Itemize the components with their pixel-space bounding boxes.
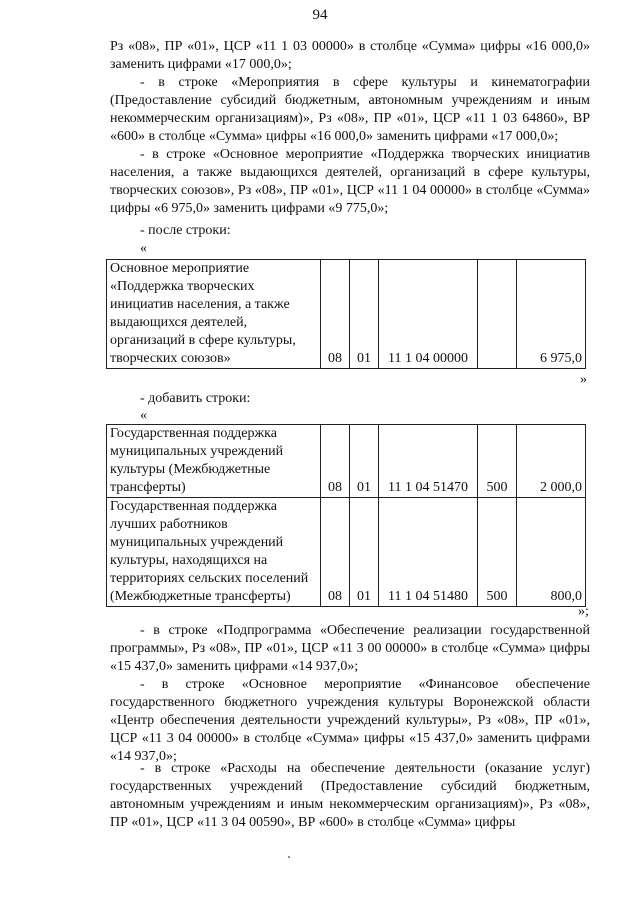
after-row-label: - после строки: [140, 223, 231, 238]
amendment-item-3 [110, 622, 590, 676]
row-pr: 01 [350, 425, 379, 498]
page-number: 94 [312, 7, 328, 23]
row-pr: 01 [350, 260, 379, 369]
amendment-text-1: - в строке «Мероприятия в сфере культуры и кинематографии (Предоставление субсидий бюджетным, автономным учреждениям и иным некоммерческим организациям)», Рз «08», ПР «01», ЦСР «11 1 03 64860», ВР «600» в столбце «Сумма» цифры «16 000,0» заменить цифрами «17 000,0»; [110, 75, 590, 144]
row-sum: 800,0 [517, 498, 586, 607]
amendment-text-5: - в строке «Расходы на обеспечение деятельности (оказание услуг) государственных учреждений (Предоставление субсидий бюджетным, автономным учреждениям и иным некоммерческим организациям)», Рз «08», ПР «01», ЦСР «11 3 04 00590», ВР «600» в столбце «Сумма» цифры [110, 761, 590, 830]
amendment-item-5 [110, 760, 590, 832]
row-vr [478, 260, 517, 369]
amendment-item-4 [110, 676, 590, 766]
row-sum: 6 975,0 [517, 260, 586, 369]
close-quote-2: »; [578, 604, 589, 619]
amendment-item-2 [110, 146, 590, 218]
row-rz: 08 [321, 425, 350, 498]
row-rz: 08 [321, 260, 350, 369]
close-quote-1: » [580, 372, 587, 387]
row-pr: 01 [350, 498, 379, 607]
row-sum: 2 000,0 [517, 425, 586, 498]
amendment-text-4: - в строке «Основное мероприятие «Финансовое обеспечение государственного бюджетного учреждения культуры Воронежской области «Центр обеспечения деятельности учреждений культуры», Рз «08», ПР «01», ЦСР «11 3 04 00000» в столбце «Сумма» цифры «15 437,0» заменить цифрами «14 937,0»; [110, 677, 590, 764]
row-name: Государственная поддержка муниципальных учреждений культуры (Межбюджетные трансферты) [107, 425, 321, 498]
row-vr: 500 [478, 425, 517, 498]
intro-paragraph: Рз «08», ПР «01», ЦСР «11 1 03 00000» в столбце «Сумма» цифры «16 000,0» заменить цифрами «17 000,0»; [110, 39, 590, 72]
added-rows-table [106, 424, 586, 607]
row-name: Государственная поддержка лучших работников муниципальных учреждений культуры, находящихся на территориях сельских поселений (Межбюджетные трансферты) [107, 498, 321, 607]
add-rows-label: - добавить строки: [140, 391, 251, 406]
table-row [107, 425, 586, 498]
row-vr: 500 [478, 498, 517, 607]
row-csr: 11 1 04 00000 [379, 260, 478, 369]
existing-row-table [106, 259, 586, 369]
amendment-item-1 [110, 74, 590, 146]
table-row [107, 498, 586, 607]
open-quote-1: « [140, 241, 147, 256]
row-name: Основное мероприятие «Поддержка творческих инициатив населения, а также выдающихся деятелей, организаций в сфере культуры, творческих союзов» [107, 260, 321, 369]
table-row [107, 260, 586, 369]
amendment-text-2: - в строке «Основное мероприятие «Поддержка творческих инициатив населения, а также выдающихся деятелей, организаций в сфере культуры, творческих союзов», Рз «08», ПР «01», ЦСР «11 1 04 00000» в столбце «Сумма» цифры «6 975,0» заменить цифрами «9 775,0»; [110, 147, 590, 216]
row-rz: 08 [321, 498, 350, 607]
open-quote-2: « [140, 408, 147, 423]
scan-speck [288, 856, 290, 858]
row-csr: 11 1 04 51470 [379, 425, 478, 498]
amendment-text-3: - в строке «Подпрограмма «Обеспечение реализации государственной программы», Рз «08», ПР «01», ЦСР «11 3 00 00000» в столбце «Сумма» цифры «15 437,0» заменить цифрами «14 937,0»; [110, 623, 590, 674]
row-csr: 11 1 04 51480 [379, 498, 478, 607]
